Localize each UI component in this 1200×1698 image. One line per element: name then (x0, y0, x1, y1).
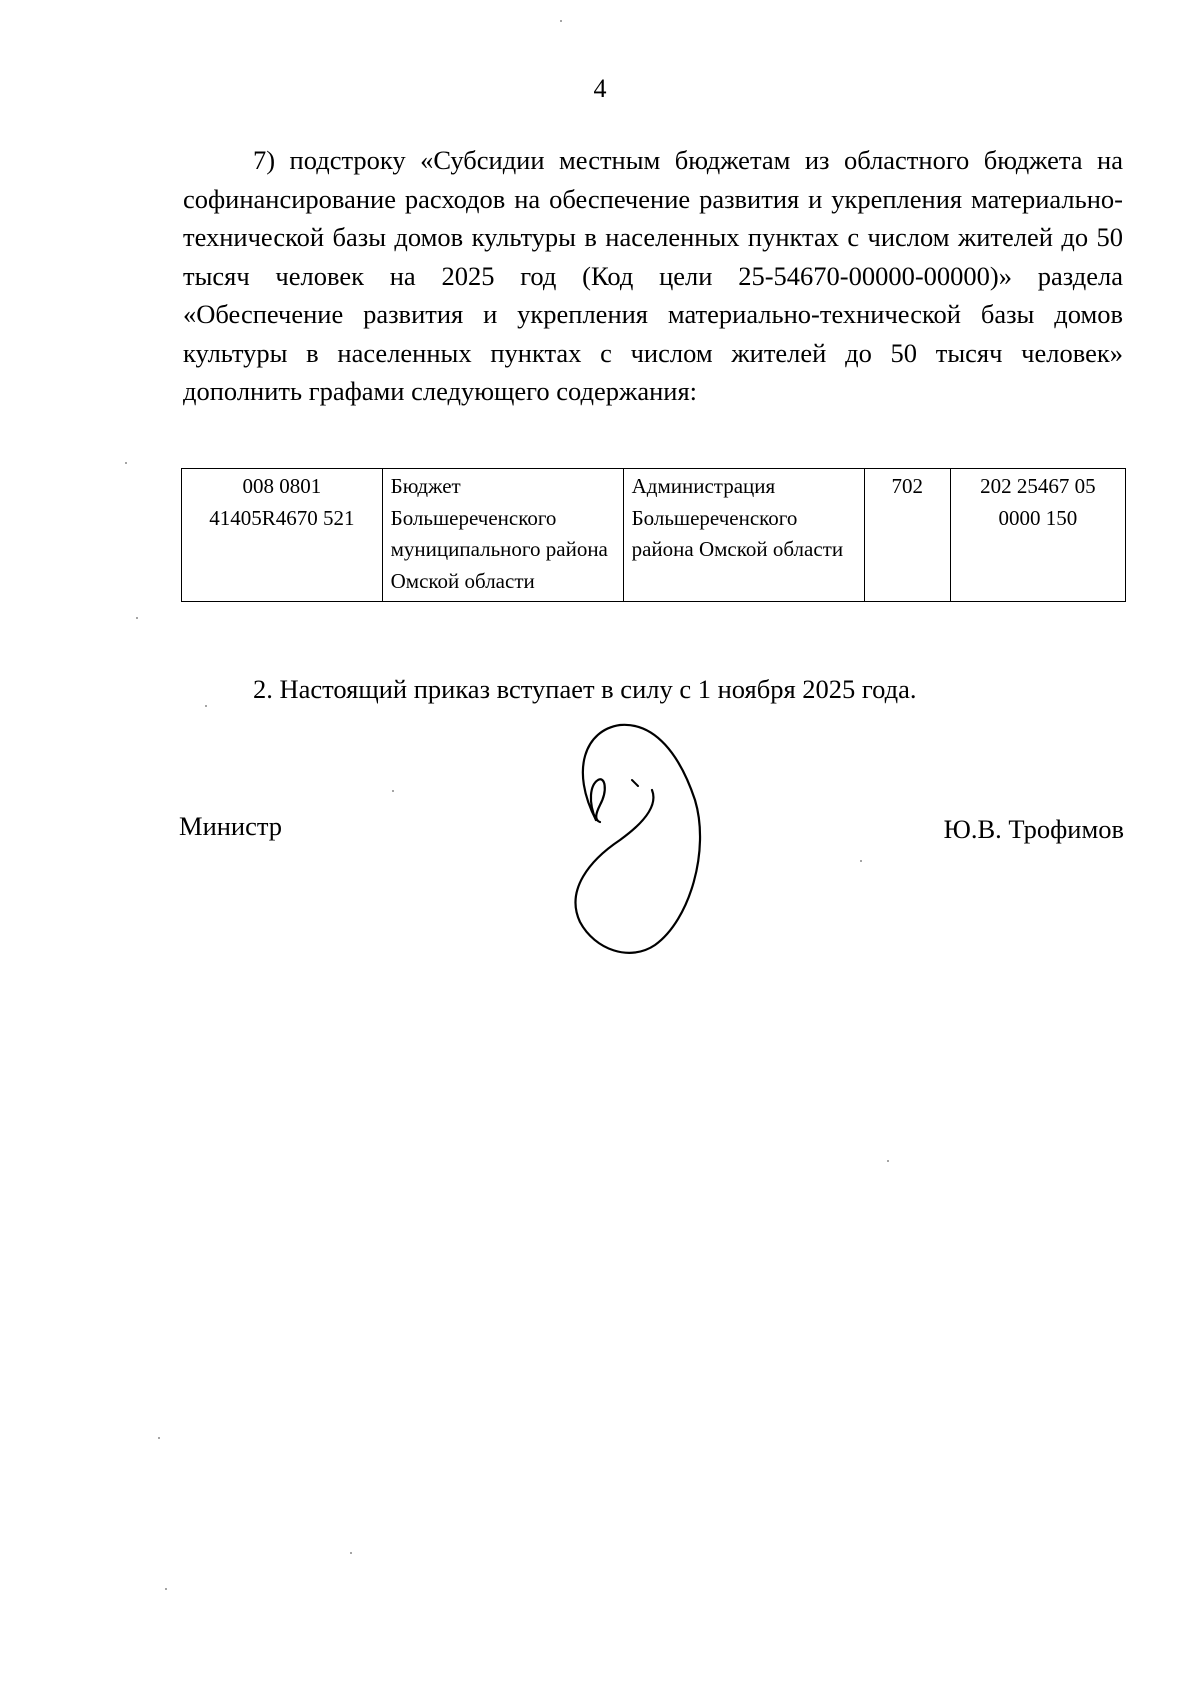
scan-speck (125, 462, 127, 464)
scan-speck (136, 617, 138, 619)
scan-speck (887, 1160, 889, 1162)
signatory-name: Ю.В. Трофимов (943, 814, 1124, 844)
paragraph-item-7: 7) подстроку «Субсидии местным бюджетам из областного бюджета на софинансирование расходов на обеспечение развития и укрепления материально-технической базы домов культуры в населенных пунктах с числом жителей до 50 тысяч человек на 2025 год (Код цели 25-54670-00000-00000)» раздела «Обеспечение развития и укрепления материально-технической базы домов культуры в населенных пунктах с числом жителей до 50 тысяч человек» дополнить графами следующего содержания: (183, 145, 1123, 406)
income-code-line-1: 202 25467 05 (980, 474, 1096, 498)
codes-table (181, 468, 1126, 602)
income-code-cell (950, 469, 1125, 602)
scan-speck (860, 860, 862, 862)
paragraph-item-2: 2. Настоящий приказ вступает в силу с 1 ноября 2025 года. (253, 674, 917, 704)
table-row (182, 469, 1126, 602)
administrator-code-cell: 702 (864, 469, 950, 602)
code-line-1: 008 0801 (242, 474, 322, 498)
scan-speck (350, 1552, 352, 1554)
page-number: 4 (593, 74, 607, 103)
scan-speck (205, 705, 207, 707)
scan-speck (560, 20, 562, 22)
signatory-title: Министр (179, 811, 283, 841)
budget-name-cell: Бюджет Большереченского муниципального района Омской области (382, 469, 623, 602)
handwritten-signature (560, 710, 730, 980)
code-line-2: 41405R4670 521 (209, 505, 355, 530)
budget-classification-code-cell (182, 469, 383, 602)
scan-speck (158, 1437, 160, 1439)
scan-speck (165, 1588, 167, 1590)
income-code-line-2: 0000 150 (998, 505, 1078, 530)
scan-speck (392, 790, 394, 792)
administrator-name-cell: Администрация Большереченского района Омской области (623, 469, 864, 602)
